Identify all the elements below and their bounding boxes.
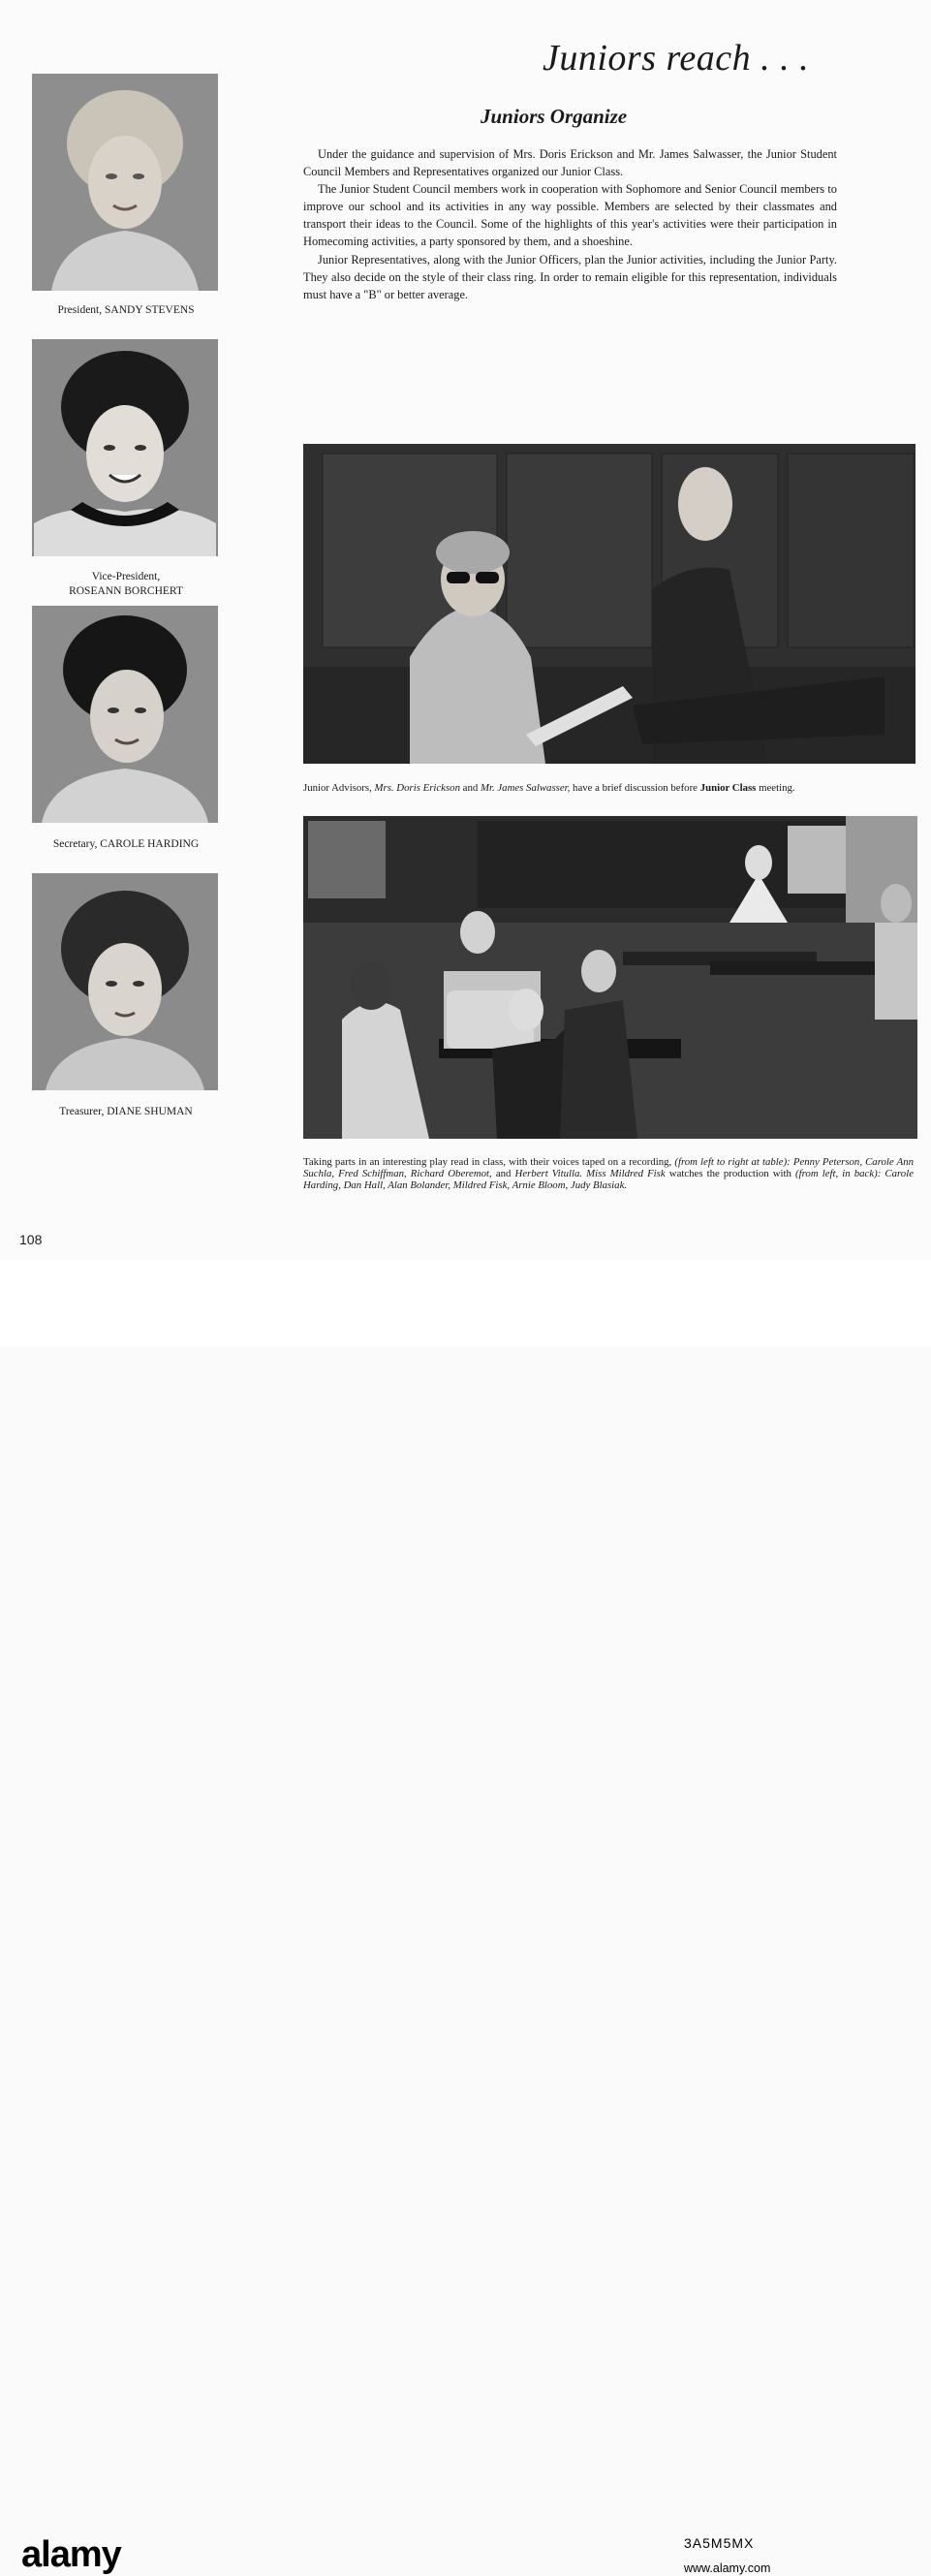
officer-title-name: President, SANDY STEVENS <box>57 304 195 316</box>
officer-name: ROSEANN BORCHERT <box>69 585 183 597</box>
officer-caption <box>19 1105 233 1119</box>
watermark-logo: alamy <box>21 2534 121 2575</box>
portrait-vice-president-photo <box>32 339 218 556</box>
caption-names: (from left, in back): Carole Harding, Dan Hall, Alan Bolander, Mildred Fisk, Arnie Bloom, Judy Blasiak. <box>303 1168 914 1191</box>
officer-caption <box>19 570 233 599</box>
portrait-president-photo <box>32 74 218 291</box>
officer-caption <box>19 303 233 318</box>
caption-emphasis: Junior Class <box>699 782 757 794</box>
caption-text: and <box>459 782 481 794</box>
article-body <box>303 145 837 303</box>
caption-text: Taking parts in an interesting play read in class, with their voices taped on a recording, <box>303 1156 675 1168</box>
watermark-url: www.alamy.com <box>684 2561 771 2575</box>
classroom-photo <box>303 816 917 1139</box>
stock-watermark-bar <box>0 1260 931 2575</box>
section-subtitle: Juniors Organize <box>481 105 628 128</box>
caption-text: Junior Advisors, <box>303 782 375 794</box>
caption-text: meeting. <box>756 782 795 794</box>
classroom-photo-caption <box>303 1156 914 1191</box>
officer-title: Vice-President, <box>91 571 161 582</box>
portrait-secretary-photo <box>32 606 218 823</box>
officer-title-name: Secretary, CAROLE HARDING <box>52 838 200 850</box>
page-title: Juniors reach . . . <box>543 38 810 79</box>
officer-title-name: Treasurer, DIANE SHUMAN <box>59 1106 193 1117</box>
article-paragraph: Junior Representatives, along with the Junior Officers, plan the Junior activities, including the Junior Party. They also decide on the style of their class ring. In order to remain eligible for this representation, individuals must have a "B" or better average. <box>303 252 837 301</box>
yearbook-page <box>0 0 931 1260</box>
article-paragraph: Under the guidance and supervision of Mrs. Doris Erickson and Mr. James Salwasser, the Junior Student Council Members and Representatives organized our Junior Class. <box>303 147 837 179</box>
caption-names: Herbert Vitulla. Miss Mildred Fisk <box>514 1168 666 1179</box>
portrait-treasurer-photo <box>32 873 218 1090</box>
officer-caption <box>19 837 233 852</box>
caption-text: watches the production with <box>665 1168 796 1179</box>
caption-text: and <box>491 1168 515 1179</box>
caption-names: (from left to right at table): Penny Peterson, Carole Ann Suchla, Fred Schiffman, Richard Oberemot, <box>303 1156 914 1179</box>
watermark-image-id: 3A5M5MX <box>684 2535 755 2551</box>
caption-name: Mrs. Doris Erickson <box>374 782 460 794</box>
caption-text: have a brief discussion before <box>570 782 700 794</box>
article-paragraph: The Junior Student Council members work in cooperation with Sophomore and Senior Council members to improve our school and its activities in any way possible. Members are selected by their classmates and transport their ideas to the Council. Some of the highlights of this year's activities were their participation in Homecoming activities, a party sponsored by them, and a shoeshine. <box>303 182 837 249</box>
advisors-photo <box>303 444 915 764</box>
page-number: 108 <box>19 1232 43 1247</box>
caption-name: Mr. James Salwasser, <box>480 782 571 794</box>
advisors-photo-caption <box>303 782 914 794</box>
